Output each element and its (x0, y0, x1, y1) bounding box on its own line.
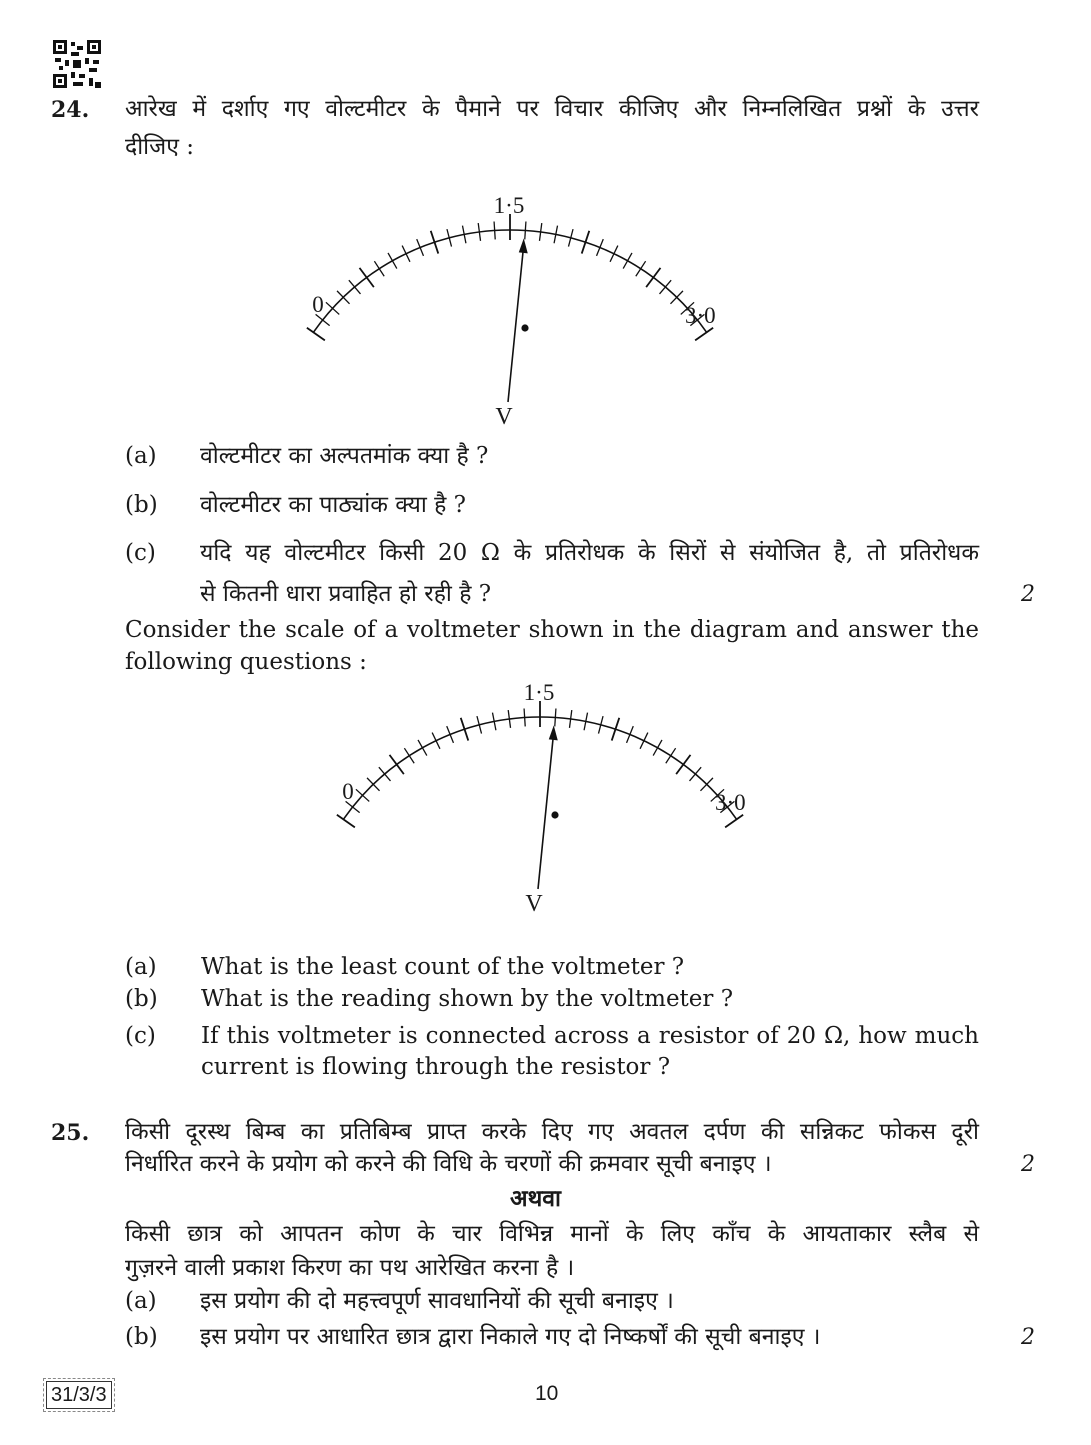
qr-code-icon (53, 40, 101, 88)
gauge-tick (360, 268, 374, 287)
gauge-tick (525, 222, 526, 240)
part-label: (c) (125, 540, 156, 566)
gauge-needle-line (538, 731, 554, 889)
part-label: (c) (125, 1023, 156, 1049)
gauge-ticks (337, 701, 743, 827)
gauge-label-pointer: V (495, 404, 513, 430)
gauge-label-max: 3·0 (685, 303, 716, 328)
part-text: If this voltmeter is connected across a resistor of 20 Ω, how much (201, 1023, 979, 1049)
gauge-tick (636, 261, 646, 276)
gauge-label-min: 0 (312, 292, 324, 317)
gauge-tick (623, 253, 632, 269)
question-text-hindi: आरेख में दर्शाए गए वोल्टमीटर के पैमाने पर विचार कीजिए और निम्नलिखित प्रश्नों के उत्तर (125, 96, 979, 122)
gauge-tick (379, 767, 391, 781)
part-text: current is flowing through the resistor ? (201, 1054, 671, 1080)
question-number: 25. (51, 1120, 90, 1146)
question-text-hindi: किसी छात्र को आपतन कोण के चार विभिन्न मानों के लिए काँच के आयताकार स्लैब से (125, 1221, 979, 1247)
gauge-pivot (521, 324, 528, 331)
gauge-tick (388, 253, 397, 269)
gauge-tick (627, 726, 634, 743)
question-text-english: Consider the scale of a voltmeter shown in the diagram and answer the (125, 617, 979, 643)
part-label: (a) (125, 954, 157, 980)
gauge-arc (343, 717, 736, 819)
voltmeter-scale-diagram (310, 667, 790, 927)
gauge-tick (404, 748, 414, 763)
part-text: से कितनी धारा प्रवाहित हो रही है ? (200, 581, 492, 607)
gauge-tick (640, 733, 648, 749)
question-text-hindi: दीजिए : (125, 134, 194, 160)
gauge-label-mid: 1·5 (493, 193, 525, 218)
gauge-tick (390, 755, 404, 774)
part-text: इस प्रयोग की दो महत्त्वपूर्ण सावधानियों की सूची बनाइए । (200, 1288, 674, 1314)
gauge-tick (690, 767, 702, 781)
gauge-tick (374, 261, 384, 276)
gauge-tick (432, 733, 440, 749)
marks: 2 (1021, 582, 1035, 607)
gauge-tick (417, 239, 424, 256)
part-text: वोल्टमीटर का अल्पतमांक क्या है ? (200, 443, 489, 469)
gauge-label-pointer: V (525, 891, 543, 917)
question-text-hindi: गुज़रने वाली प्रकाश किरण का पथ आरेखित करना है । (125, 1255, 575, 1281)
gauge-needle (508, 238, 529, 402)
gauge-tick (597, 239, 604, 256)
voltmeter-scale-diagram (280, 180, 760, 440)
gauge-needle-arrowhead (519, 238, 528, 253)
gauge-label-mid: 1·5 (523, 680, 555, 705)
page-number: 10 (535, 1382, 559, 1405)
part-text: What is the reading shown by the voltmeter ? (201, 986, 734, 1012)
part-label: (b) (125, 986, 158, 1012)
part-text: वोल्टमीटर का पाठ्यांक क्या है ? (200, 492, 467, 518)
gauge-arc (313, 230, 706, 332)
question-number: 24. (51, 97, 90, 123)
gauge-tick (646, 268, 660, 287)
gauge-pivot (551, 811, 558, 818)
question-text-english: following questions : (125, 649, 367, 675)
question-text-hindi: निर्धारित करने के प्रयोग को करने की विधि के चरणों की क्रमवार सूची बनाइए । (125, 1151, 772, 1177)
part-label: (a) (125, 1288, 157, 1314)
gauge-tick (349, 280, 361, 294)
gauge-ticks (307, 214, 713, 340)
gauge-tick (418, 740, 427, 756)
gauge-needle-line (508, 244, 524, 402)
part-label: (b) (125, 492, 158, 518)
gauge-needle-arrowhead (549, 725, 558, 740)
gauge-needle (538, 725, 559, 889)
gauge-tick (653, 740, 662, 756)
gauge-tick (555, 709, 556, 727)
gauge-tick (494, 222, 495, 240)
gauge-tick (447, 726, 454, 743)
part-text: इस प्रयोग पर आधारित छात्र द्वारा निकाले गए दो निष्कर्षों की सूची बनाइए । (200, 1324, 821, 1350)
part-text: What is the least count of the voltmeter ? (201, 954, 685, 980)
part-label: (a) (125, 443, 157, 469)
question-text-hindi: किसी दूरस्थ बिम्ब का प्रतिबिम्ब प्राप्त करके दिए गए अवतल दर्पण की सन्निकट फोकस दूरी (125, 1119, 979, 1145)
gauge-tick (660, 280, 672, 294)
marks: 2 (1021, 1325, 1035, 1350)
gauge-label-min: 0 (342, 779, 354, 804)
part-text: यदि यह वोल्टमीटर किसी 20 Ω के प्रतिरोधक के सिरों से संयोजित है, तो प्रतिरोधक (200, 540, 979, 566)
gauge-tick (402, 246, 410, 262)
marks: 2 (1021, 1152, 1035, 1177)
gauge-tick (666, 748, 676, 763)
paper-code: 31/3/3 (46, 1381, 112, 1409)
gauge-tick (610, 246, 618, 262)
gauge-tick (524, 709, 525, 727)
gauge-tick (676, 755, 690, 774)
or-separator: अथवा (510, 1185, 562, 1212)
gauge-label-max: 3·0 (715, 790, 746, 815)
part-label: (b) (125, 1324, 158, 1350)
